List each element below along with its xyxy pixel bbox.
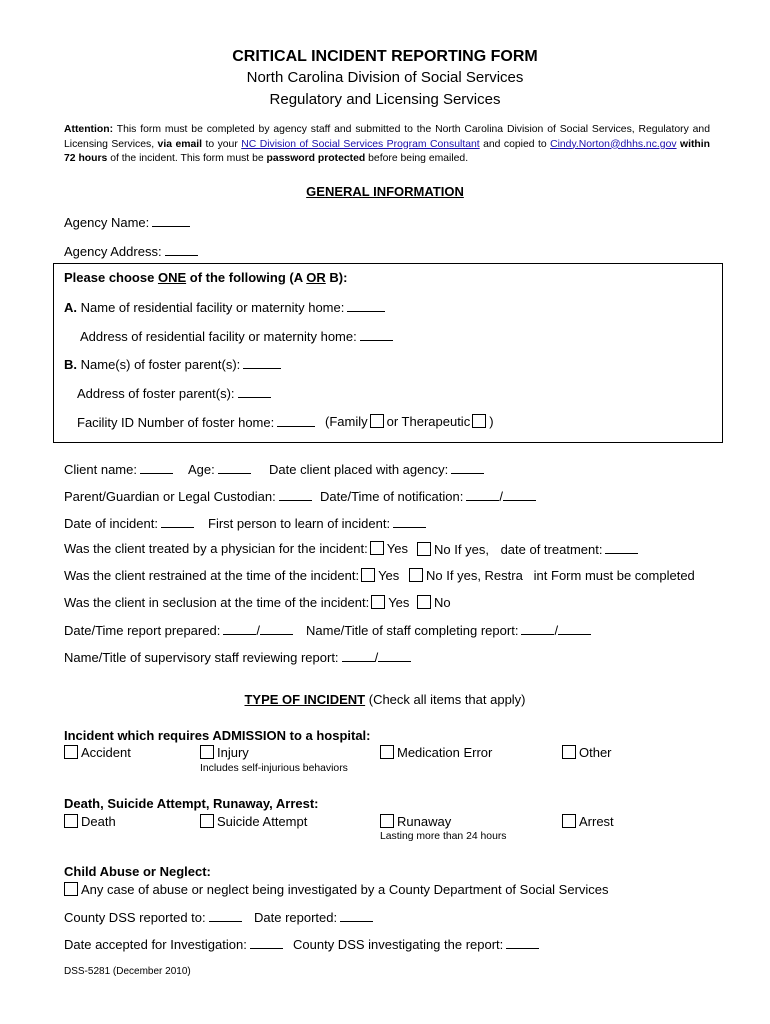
foster-names-row xyxy=(64,356,281,372)
death-checkbox[interactable] xyxy=(64,814,78,828)
county-reported-field[interactable] xyxy=(209,909,242,922)
agency-address-row xyxy=(64,243,198,259)
program-consultant-link[interactable]: NC Division of Social Services Program Consultant xyxy=(241,138,480,150)
report-prepared-label: Date/Time report prepared: xyxy=(64,623,221,638)
age-field[interactable] xyxy=(218,461,251,474)
first-person-label: First person to learn of incident: xyxy=(208,516,391,531)
seclusion-no-checkbox[interactable] xyxy=(417,595,431,609)
notification-row: Date/Time of notification: / xyxy=(320,488,536,504)
treated-no-row xyxy=(415,541,638,557)
suicide-attempt-option xyxy=(198,814,307,829)
client-name-field[interactable] xyxy=(140,461,173,474)
treated-row xyxy=(64,541,408,556)
injury-label: Injury xyxy=(217,745,249,760)
abuse-label: Any case of abuse or neglect being investigated by a County Department of Social Services xyxy=(81,882,609,897)
therapeutic-checkbox[interactable] xyxy=(472,414,486,428)
county-investigating-field[interactable] xyxy=(506,936,539,949)
county-reported-label: County DSS reported to: xyxy=(64,910,206,925)
death-option xyxy=(62,814,116,829)
incident-type-heading: TYPE OF INCIDENT (Check all items that apply) xyxy=(244,692,526,707)
suicide-attempt-checkbox[interactable] xyxy=(200,814,214,828)
facility-name-field[interactable] xyxy=(347,299,385,312)
treated-yes-checkbox[interactable] xyxy=(370,541,384,555)
date-reported-row xyxy=(254,909,373,925)
treated-no-checkbox[interactable] xyxy=(417,542,431,556)
date-accepted-label: Date accepted for Investigation: xyxy=(64,937,247,952)
agency-name-field[interactable] xyxy=(152,214,190,227)
restrained-row xyxy=(64,568,399,583)
seclusion-no-label: No xyxy=(434,595,451,610)
family-checkbox[interactable] xyxy=(370,414,384,428)
facility-address-row xyxy=(80,328,393,344)
suicide-attempt-label: Suicide Attempt xyxy=(217,814,308,829)
client-name-label: Client name: xyxy=(64,462,137,477)
facility-id-label: Facility ID Number of foster home: xyxy=(77,415,275,430)
county-investigating-row xyxy=(293,936,539,952)
death-label: Death xyxy=(81,814,116,829)
medication-error-label: Medication Error xyxy=(397,745,493,760)
accident-option xyxy=(62,745,131,760)
supervisor-title-field[interactable] xyxy=(378,649,411,662)
abuse-heading: Child Abuse or Neglect: xyxy=(64,864,211,879)
restrained-no-row xyxy=(407,568,695,583)
supervisor-name-field[interactable] xyxy=(342,649,375,662)
notification-label: Date/Time of notification: xyxy=(320,489,464,504)
runaway-checkbox[interactable] xyxy=(380,814,394,828)
attention-text-1: This form must be completed by agency staff and submitted to the North Carolina Division of Social Services, Regulatory and Licensing Services, xyxy=(64,124,710,150)
division-subtitle: Regulatory and Licensing Services xyxy=(269,91,501,108)
date-incident-label: Date of incident: xyxy=(64,516,158,531)
facility-name-row xyxy=(64,299,385,315)
date-accepted-row xyxy=(64,936,283,952)
runaway-note: Lasting more than 24 hours xyxy=(380,831,507,842)
county-reported-row xyxy=(64,909,242,925)
form-id-footer: DSS-5281 (December 2010) xyxy=(64,966,191,977)
option-a-label: A. xyxy=(64,300,77,315)
report-prepared-date-field[interactable] xyxy=(223,622,256,635)
attention-text-4: of the incident. This form must be xyxy=(110,153,264,164)
supervisory-row: Name/Title of supervisory staff reviewing report: / xyxy=(64,649,411,665)
death-heading: Death, Suicide Attempt, Runaway, Arrest: xyxy=(64,796,319,811)
family-label: (Family xyxy=(325,414,368,429)
runaway-label: Runaway xyxy=(397,814,452,829)
via-email-text: via email xyxy=(157,138,203,150)
other-option xyxy=(560,745,612,760)
attention-text-2: to your xyxy=(205,138,238,150)
medication-error-option xyxy=(378,745,492,760)
seclusion-row xyxy=(64,595,409,610)
other-label: Other xyxy=(579,745,612,760)
attention-text-5: before being emailed. xyxy=(368,153,469,164)
agency-subtitle: North Carolina Division of Social Services xyxy=(246,69,524,86)
form-title: CRITICAL INCIDENT REPORTING FORM xyxy=(232,48,538,65)
facility-id-row xyxy=(77,414,315,430)
staff-completing-row: Name/Title of staff completing report: / xyxy=(306,622,591,638)
date-accepted-field[interactable] xyxy=(250,936,283,949)
facility-address-field[interactable] xyxy=(360,328,393,341)
accident-checkbox[interactable] xyxy=(64,745,78,759)
restrained-yes-label: Yes xyxy=(378,568,400,583)
injury-note: Includes self-injurious behaviors xyxy=(200,763,348,774)
restrained-question: Was the client restrained at the time of the incident: xyxy=(64,568,360,583)
agency-name-row xyxy=(64,214,190,230)
foster-address-field[interactable] xyxy=(238,385,271,398)
date-placed-field[interactable] xyxy=(451,461,484,474)
staff-title-field[interactable] xyxy=(558,622,591,635)
attention-label: Attention: xyxy=(64,124,114,135)
agency-name-label: Agency Name: xyxy=(64,215,150,230)
date-treatment-field[interactable] xyxy=(605,541,638,554)
foster-names-label: Name(s) of foster parent(s): xyxy=(80,357,241,372)
restraint-form-note: If yes, Restra int Form must be completed xyxy=(446,568,695,583)
date-incident-field[interactable] xyxy=(161,515,194,528)
restrained-yes-checkbox[interactable] xyxy=(361,568,375,582)
guardian-field[interactable] xyxy=(279,488,312,501)
general-info-heading: GENERAL INFORMATION xyxy=(306,184,464,199)
option-b-label: B. xyxy=(64,357,77,372)
client-name-row xyxy=(64,461,173,477)
notification-date-field[interactable] xyxy=(466,488,499,501)
report-prepared-time-field[interactable] xyxy=(260,622,293,635)
treated-no-label: No xyxy=(434,542,451,557)
seclusion-yes-checkbox[interactable] xyxy=(371,595,385,609)
date-reported-field[interactable] xyxy=(340,909,373,922)
notification-time-field[interactable] xyxy=(503,488,536,501)
choose-instruction: Please choose ONE of the following (A OR B): xyxy=(64,270,348,285)
agency-address-field[interactable] xyxy=(165,243,198,256)
age-label: Age: xyxy=(188,462,215,477)
attention-paragraph xyxy=(64,123,710,167)
facility-address-label: Address of residential facility or maternity home: xyxy=(80,329,357,344)
foster-address-label: Address of foster parent(s): xyxy=(77,386,235,401)
staff-name-field[interactable] xyxy=(521,622,554,635)
date-incident-row xyxy=(64,515,194,531)
date-placed-row xyxy=(269,461,484,477)
accident-label: Accident xyxy=(81,745,131,760)
first-person-row xyxy=(208,515,426,531)
therapeutic-label: or Therapeutic xyxy=(386,414,471,429)
home-type-row: (Family or Therapeutic ) xyxy=(325,414,494,429)
seclusion-no-row xyxy=(415,595,451,610)
supervisory-label: Name/Title of supervisory staff reviewing report: xyxy=(64,650,339,665)
treated-question: Was the client treated by a physician for the incident: xyxy=(64,541,368,556)
age-row xyxy=(188,461,251,477)
staff-completing-label: Name/Title of staff completing report: xyxy=(306,623,519,638)
abuse-option xyxy=(62,882,609,897)
treated-if-yes: If yes, xyxy=(454,542,489,557)
runaway-option xyxy=(378,814,451,829)
restrained-no-label: No xyxy=(426,568,443,583)
restrained-no-checkbox[interactable] xyxy=(409,568,423,582)
abuse-checkbox[interactable] xyxy=(64,882,78,896)
within-72-hours: within 72 hours xyxy=(64,138,711,164)
guardian-row xyxy=(64,488,312,504)
seclusion-yes-label: Yes xyxy=(388,595,410,610)
injury-checkbox[interactable] xyxy=(200,745,214,759)
attention-text-3: and copied to xyxy=(483,138,547,150)
facility-name-label: Name of residential facility or maternity home: xyxy=(80,300,345,315)
date-treatment-label: date of treatment: xyxy=(500,542,603,557)
date-placed-label: Date client placed with agency: xyxy=(269,462,449,477)
arrest-checkbox[interactable] xyxy=(562,814,576,828)
treated-yes-label: Yes xyxy=(386,541,408,556)
password-protected-text: password protected xyxy=(266,153,366,164)
other-checkbox[interactable] xyxy=(562,745,576,759)
seclusion-question: Was the client in seclusion at the time of the incident: xyxy=(64,595,370,610)
email-link[interactable]: Cindy.Norton@dhhs.nc.gov xyxy=(550,138,677,150)
arrest-label: Arrest xyxy=(579,814,614,829)
facility-id-field[interactable] xyxy=(277,414,315,427)
report-prepared-row: Date/Time report prepared: / xyxy=(64,622,293,638)
injury-option xyxy=(198,745,249,760)
arrest-option xyxy=(560,814,614,829)
agency-address-label: Agency Address: xyxy=(64,244,162,259)
guardian-label: Parent/Guardian or Legal Custodian: xyxy=(64,489,276,504)
foster-names-field[interactable] xyxy=(243,356,281,369)
medication-error-checkbox[interactable] xyxy=(380,745,394,759)
admission-heading: Incident which requires ADMISSION to a hospital: xyxy=(64,728,371,743)
foster-address-row xyxy=(77,385,271,401)
county-investigating-label: County DSS investigating the report: xyxy=(293,937,504,952)
date-reported-label: Date reported: xyxy=(254,910,338,925)
first-person-field[interactable] xyxy=(393,515,426,528)
